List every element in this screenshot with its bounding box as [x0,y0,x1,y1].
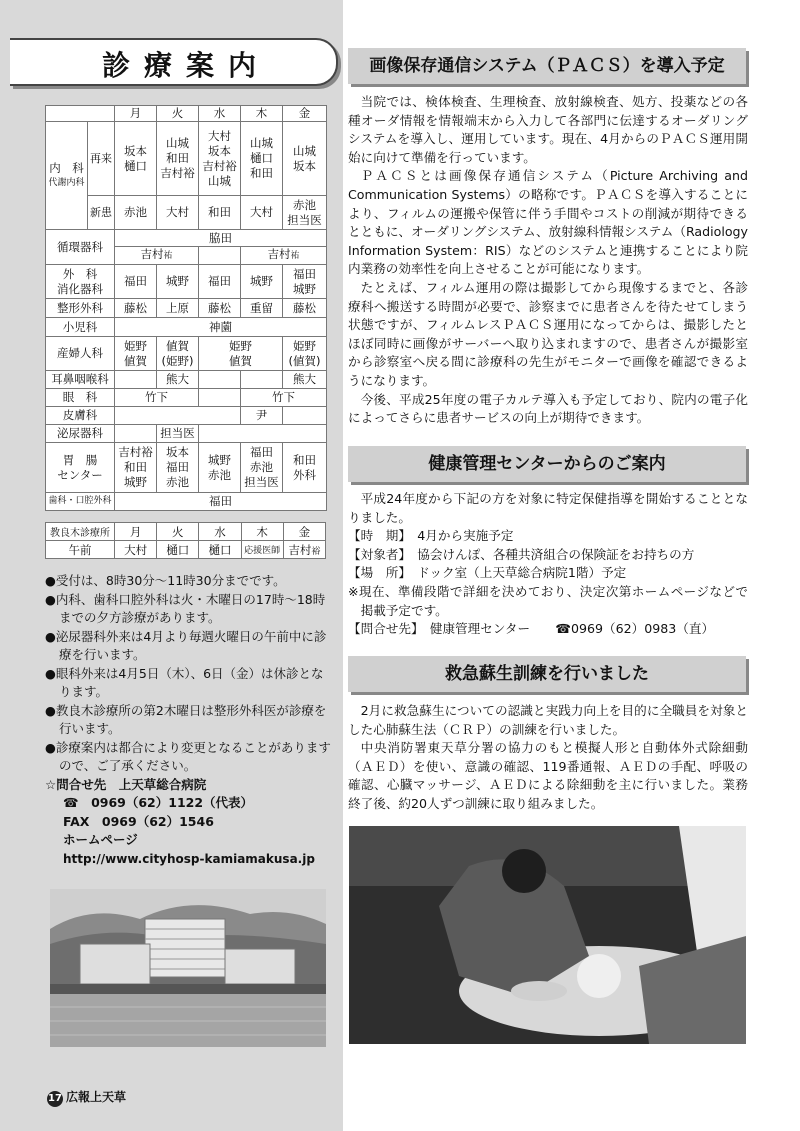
cell: 樋口 [199,541,241,559]
cell: 赤池 担当医 [283,196,327,230]
cell: 重留 [241,299,283,318]
day-header: 木 [241,523,283,541]
day-header: 水 [199,523,241,541]
day-header: 木 [241,106,283,122]
cell [115,371,157,389]
cell: 福田 [115,493,327,511]
cell: 城野 [241,265,283,299]
day-header: 金 [283,523,325,541]
cell: 福田 城野 [283,265,327,299]
info-contact: 【問合せ先】 健康管理センター ☎0969（62）0983（直） [348,621,715,637]
paragraph: 中央消防署東天草分署の協力のもと模擬人形と自動体外式除細動（ＡＥＤ）を使い、意識の確認、119番通報、ＡＥＤの手配、呼吸の確認、心臓マッサージ、ＡＥＤによる除細動を主に行いました。業務終了後、約20人ずつ訓練に取り組みました。 [348,740,748,811]
cell: 坂本 樋口 [115,122,157,196]
cell: 姫野 値賀 [115,337,157,371]
cell: 吉村裕 和田 城野 [115,443,157,493]
cell: 竹下 [241,389,327,407]
cell [115,407,241,425]
dept-junkanki: 循環器科 [46,230,115,265]
cell [199,247,241,265]
paragraph: 今後、平成25年度の電子カルテ導入も予定しており、院内の電子化によってさらに患者サービスの向上が期待できます。 [348,391,748,426]
dept-hifu: 皮膚科 [46,407,115,425]
cell [199,371,241,389]
cell: 福田 [115,265,157,299]
paragraph: たとえば、フィルム運用の際は撮影してから現像するまでと、各診療科へ搬送する時間が必要で、診察までに患者さんを待たせてしまう状態ですが、フィルムレスＰＡＣＳ運用になってからは、撮影したとほぼ同時に画像がサーバーへ取り込まれますので、患者さんが撮影室から診察室へ戻る間に診療科の先生がモニターで画像を確認できるようになります。 [348,279,748,388]
dept-ichou: 胃 腸 センター [46,443,115,493]
cell: 値賀 (姫野) [157,337,199,371]
cell: 藤松 [199,299,241,318]
day-header: 月 [115,106,157,122]
cell: 藤松 [115,299,157,318]
shinkan-label: 新患 [88,196,115,230]
cell: 担当医 [157,425,199,443]
note-item: ●診療案内は都合により変更となることがありますので、ご了承ください。 [45,739,331,773]
notes-block [45,572,335,868]
kyukyu-body [348,702,748,814]
dept-ganka: 眼 科 [46,389,115,407]
cell: 和田 外科 [283,443,327,493]
hospital-building-image [50,889,326,1047]
homepage-url[interactable]: http://www.cityhosp-kamiamakusa.jp [63,851,315,866]
publication-name: 広報上天草 [66,1090,127,1104]
cell: 藤松 [283,299,327,318]
note-item: ●眼科外来は4月5日（木）、6日（金）は休診となります。 [45,665,324,699]
paragraph: 当院では、検体検査、生理検査、放射線検査、処方、投薬などの各種オーダ情報を情報端末から入力して各部門に伝達するオーダリングシステムを導入し、運用しています。現在、4月からのＰＡＣＳ運用開始に向けて準備を行っています。 [348,94,748,165]
cell: 山城 樋口 和田 [241,122,283,196]
cell: 熊大 [283,371,327,389]
contact-heading: ☆問合せ先 上天草総合病院 [45,776,207,792]
cell: 脇田 [115,230,327,247]
day-header: 月 [115,523,157,541]
cell: 吉村祐 [241,247,327,265]
paragraph: ＰＡＣＳとは画像保存通信システム（Picture Archiving and Communication Systems）の略称です。ＰＡＣＳを導入することにより、フィルムの運搬や保管に伴う手間やコストの削減が期待できるとともに、オーダリングシステム、放射線科情報システム（Radiology Information System：RIS）などのシステムと連携することにより院内業務の効率性を向上させることが可能になります。 [348,168,748,277]
paragraph: 平成24年度から下記の方を対象に特定保健指導を開始することとなりました。 [348,491,748,525]
kenko-body [348,490,748,639]
hospital-photo [50,889,326,1047]
cell: 福田 赤池 担当医 [241,443,283,493]
info-basho: 【場 所】 ドック室（上天草総合病院1階）予定 [348,565,627,581]
cell: 赤池 [115,196,157,230]
gozen-label: 午前 [46,541,115,559]
cell: 熊大 [157,371,199,389]
dept-naika: 内 科 代謝内科 [46,122,88,230]
cell: 大村 [115,541,157,559]
note-item: ●受付は、8時30分～11時30分までです。 [45,573,286,588]
info-jiki: 【時 期】 4月から実施予定 [348,528,514,544]
day-header: 金 [283,106,327,122]
cell: 城野 [157,265,199,299]
pacs-body [348,93,748,428]
note-item: ●内科、歯科口腔外科は火・木曜日の17時～18時までの夕方診療があります。 [45,591,326,625]
cell: 姫野 値賀 [199,337,283,371]
kenko-heading: 健康管理センターからのご案内 [348,446,746,482]
page-footer [47,1088,126,1107]
note-item: ●泌尿器科外来は4月より毎週火曜日の午前中に診療を行います。 [45,628,327,662]
cell: 福田 [199,265,241,299]
paragraph: 2月に救急蘇生についての認識と実践力向上を目的に全職員を対象とした心肺蘇生法（ＣＲＰ）の訓練を行いました。 [348,703,748,737]
cell [199,425,327,443]
pacs-heading: 画像保存通信システム（ＰＡＣＳ）を導入予定 [348,48,746,84]
cpr-training-photo [349,826,746,1044]
cell: 城野 赤池 [199,443,241,493]
saishin-label: 再来 [88,122,115,196]
day-header: 水 [199,106,241,122]
cell: 山城 和田 吉村裕 [157,122,199,196]
cell: 大村 [157,196,199,230]
info-taisho: 【対象者】 協会けんぽ、各種共済組合の保険証をお持ちの方 [348,546,695,562]
cell: 坂本 福田 赤池 [157,443,199,493]
dept-sanfujin: 産婦人科 [46,337,115,371]
dept-geka: 外 科 消化器科 [46,265,115,299]
cell: 樋口 [157,541,199,559]
dept-shoni: 小児科 [46,318,115,337]
cell: 姫野 (値賀) [283,337,327,371]
cell: 尹 [241,407,283,425]
dept-hinyo: 泌尿器科 [46,425,115,443]
table-corner [46,106,115,122]
cell: 応援医師 [241,541,283,559]
page-number: 17 [47,1091,63,1107]
cell: 和田 [199,196,241,230]
homepage-label: ホームページ [63,832,138,847]
info-note: ※現在、準備段階で詳細を決めており、決定次第ホームページなどで掲載予定です。 [348,583,748,618]
kyukyu-heading: 救急蘇生訓練を行いました [348,656,746,692]
clinic-label: 教良木診療所 [46,523,115,541]
day-header: 火 [157,523,199,541]
cell [115,425,157,443]
kyoragi-clinic-table [45,522,326,559]
tel-line: ☎ 0969（62）1122（代表） [63,795,254,810]
dept-shika: 歯科・口腔外科 [46,493,115,511]
schedule-table [45,105,327,511]
cell: 吉村裕 [283,541,325,559]
cell: 山城 坂本 [283,122,327,196]
day-header: 火 [157,106,199,122]
cell: 吉村祐 [115,247,199,265]
page-title: 診療案内 [102,49,271,82]
dept-seikei: 整形外科 [46,299,115,318]
cell [283,407,327,425]
dept-jibi: 耳鼻咽喉科 [46,371,115,389]
cell [199,389,241,407]
cell: 竹下 [115,389,199,407]
cpr-training-image [349,826,746,1044]
cell [241,371,283,389]
fax-line: FAX 0969（62）1546 [63,813,214,829]
cell: 大村 坂本 吉村裕 山城 [199,122,241,196]
cell: 上原 [157,299,199,318]
cell: 大村 [241,196,283,230]
shinryo-annai-header [10,38,338,86]
cell: 神薗 [115,318,327,337]
note-item: ●教良木診療所の第2木曜日は整形外科医が診療を行います。 [45,702,327,736]
